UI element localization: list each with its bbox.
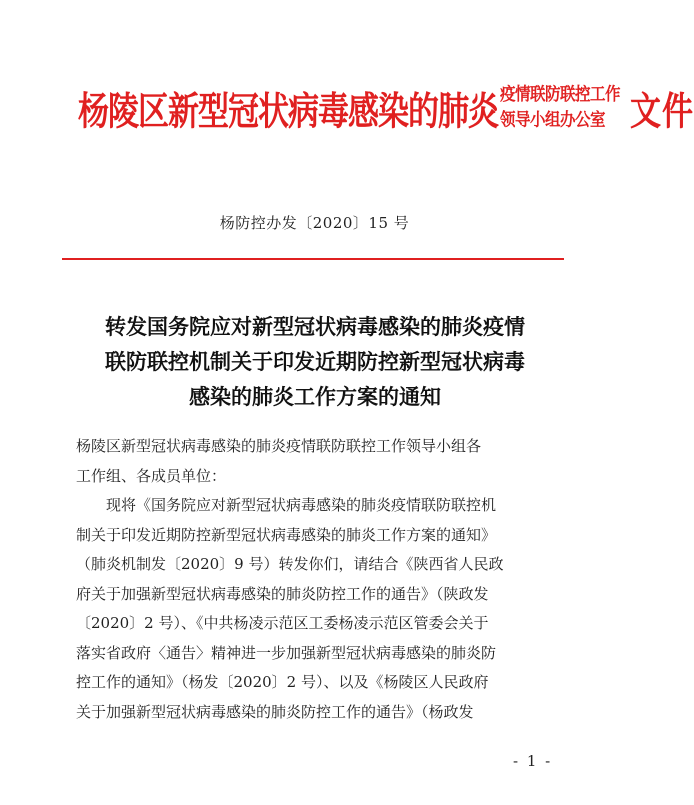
addressee-line: 杨陵区新型冠状病毒感染的肺炎疫情联防联控工作领导小组各 <box>76 437 482 455</box>
document-body <box>76 432 556 727</box>
letterhead-org-name: 杨陵区新型冠状病毒感染的肺炎 <box>78 88 498 134</box>
title-line: 感染的肺炎工作方案的通知 <box>189 384 441 409</box>
letterhead-suffix: 文件 <box>630 88 694 134</box>
letterhead-stack-line-2: 领导小组办公室 <box>500 108 606 130</box>
body-line: 制关于印发近期防控新型冠状病毒感染的肺炎工作方案的通知》 <box>76 525 497 544</box>
body-paragraph <box>76 491 556 727</box>
body-line: 控工作的通知》（杨发〔2020〕2 号）、以及《杨陵区人民政府 <box>76 673 489 691</box>
body-line: 落实省政府〈通告〉精神进一步加强新型冠状病毒感染的肺炎防 <box>76 643 497 662</box>
letterhead-org-stack <box>500 82 620 133</box>
body-line: （肺炎机制发〔2020〕9 号）转发你们，请结合《陕西省人民政 <box>76 555 504 573</box>
body-line: 府关于加强新型冠状病毒感染的肺炎防控工作的通告》（陕政发 <box>76 584 489 603</box>
letterhead-stack-line-1: 疫情联防联控工作 <box>500 82 621 105</box>
document-title <box>70 309 560 414</box>
body-line: 关于加强新型冠状病毒感染的肺炎防控工作的通告》（杨政发 <box>76 702 474 721</box>
addressee-line: 工作组、各成员单位： <box>76 466 227 485</box>
body-line: 现将《国务院应对新型冠状病毒感染的肺炎疫情联防联控机 <box>106 496 497 514</box>
document-number: 杨防控办发〔2020〕15 号 <box>219 214 410 232</box>
addressee <box>76 432 556 491</box>
red-divider-line <box>62 258 564 260</box>
page-number: - 1 - <box>513 752 553 770</box>
title-line: 联防联控机制关于印发近期防控新型冠状病毒 <box>105 349 525 374</box>
red-letterhead <box>78 72 694 142</box>
title-line: 转发国务院应对新型冠状病毒感染的肺炎疫情 <box>105 314 525 339</box>
body-line: 〔2020〕2 号）、《中共杨凌示范区工委杨凌示范区管委会关于 <box>76 614 489 632</box>
